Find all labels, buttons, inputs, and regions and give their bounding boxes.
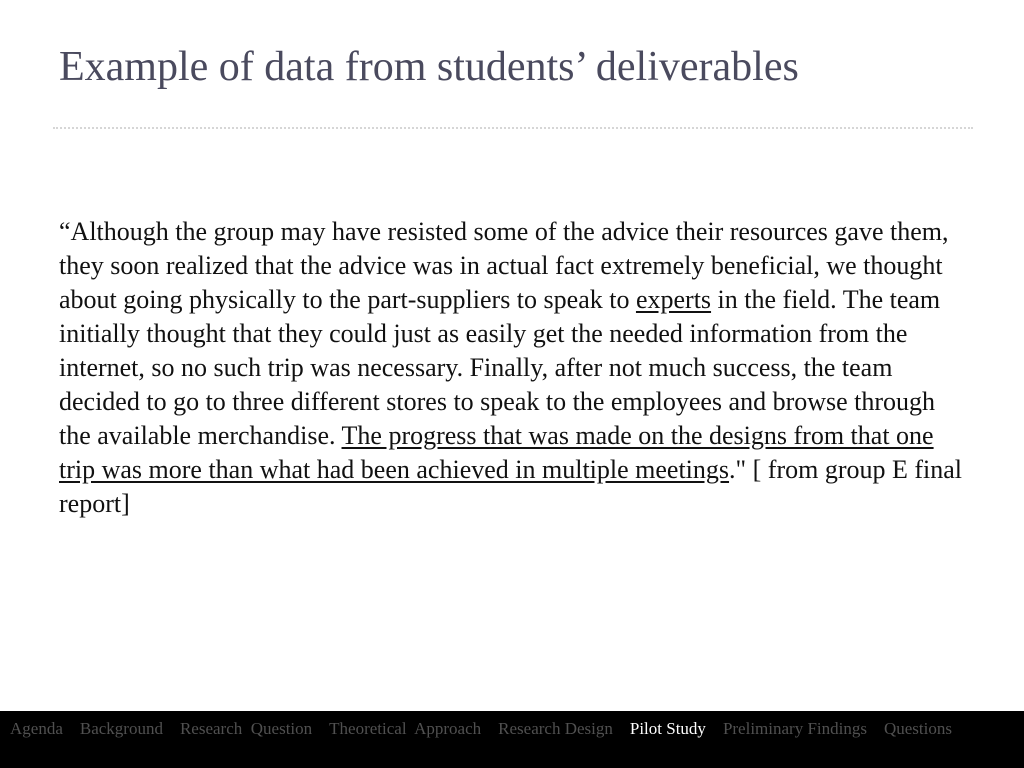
nav-item-agenda[interactable]: Agenda <box>10 718 63 738</box>
quote-underline-progress: The progress that was made on the designs from that one trip was more than what had been achieved in multiple meetings <box>59 421 934 484</box>
title-divider <box>53 127 973 129</box>
nav-item-preliminary-findings[interactable]: Preliminary Findings <box>722 718 867 738</box>
nav-item-research-design[interactable]: Research Design <box>498 718 613 738</box>
footer-strip <box>0 746 1024 768</box>
section-navigation-bar <box>0 711 1024 746</box>
nav-item-questions[interactable]: Questions <box>883 718 952 738</box>
quote-text <box>59 215 964 521</box>
nav-item-theoretical-approach[interactable]: Theoretical Approach <box>329 718 482 738</box>
slide-title: Example of data from students’ deliverables <box>59 44 799 90</box>
quote-underline-experts: experts <box>635 285 712 314</box>
nav-item-background[interactable]: Background <box>79 718 163 738</box>
nav-item-research-question[interactable]: Research Question <box>179 718 313 738</box>
nav-item-pilot-study[interactable]: Pilot Study <box>629 718 706 738</box>
quote-part-3: ." [ from group E final report] <box>59 455 963 518</box>
quote-part-2: in the field. The team initially thought that they could just as easily get the needed information from the internet, so no such trip was necessary. Finally, after not much success, the team decided to go to three different stores to speak to the employees and browse through the available merchandise. <box>59 285 941 450</box>
quote-part-1: “Although the group may have resisted some of the advice their resources gave them, they soon realized that the advice was in actual fact extremely beneficial, we thought about going physically to the part-suppliers to speak to <box>59 217 949 314</box>
